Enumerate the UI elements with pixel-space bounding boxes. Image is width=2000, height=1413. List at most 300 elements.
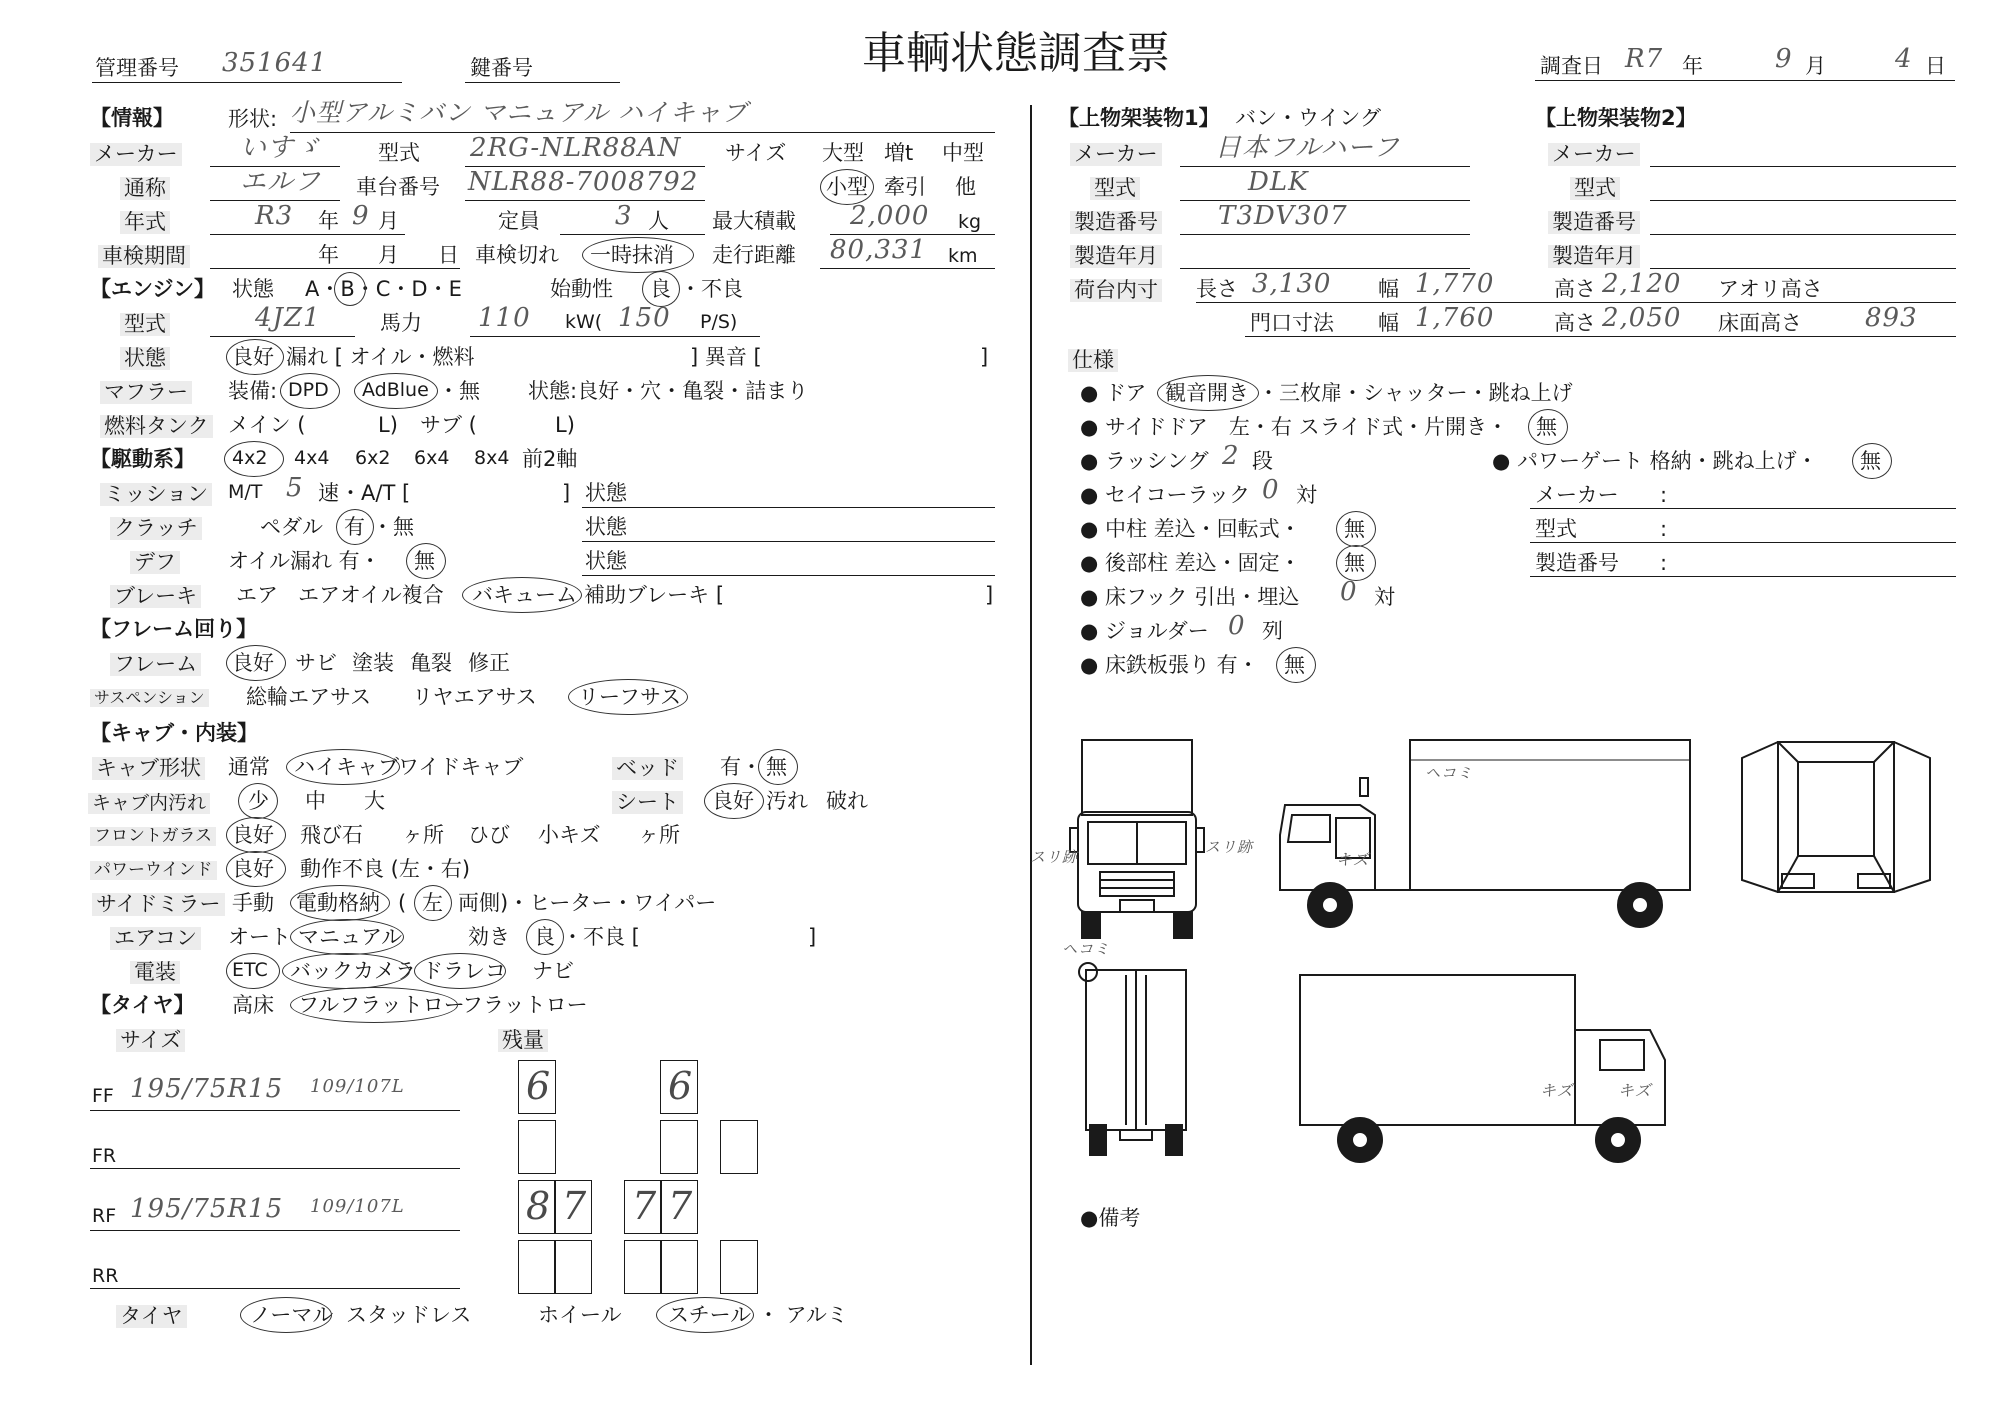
engine-noise[interactable]: ] 異音 [ xyxy=(690,345,762,369)
ff-label: FF xyxy=(92,1085,114,1107)
pg-model-underline[interactable] xyxy=(1530,542,1956,543)
frame-repair[interactable]: 修正 xyxy=(468,651,510,675)
diff-label: デフ xyxy=(130,551,180,574)
spec-jorder: ● ジョルダー xyxy=(1080,619,1209,643)
clutch-pedal: ペダル xyxy=(260,515,323,539)
horsepower-underline xyxy=(470,336,760,337)
fuel-main: メイン ( xyxy=(228,413,306,437)
spec-rear-pillar[interactable]: ● 後部柱 差込・固定・ xyxy=(1080,551,1301,575)
cab-high[interactable]: ハイキャブ xyxy=(294,755,399,779)
elec-etc[interactable]: ETC xyxy=(232,959,268,981)
survey-day[interactable]: 4 xyxy=(1895,44,1913,74)
spec-power-gate-none[interactable]: 無 xyxy=(1860,449,1881,473)
wheel-steel[interactable]: スチール xyxy=(668,1303,752,1327)
temporary-cancellation[interactable]: 一時抹消 xyxy=(590,243,674,267)
common-name-label: 通称 xyxy=(120,177,170,200)
body1-serial-underline xyxy=(1180,234,1470,235)
survey-date-label: 調査日 xyxy=(1540,54,1603,78)
engine-cond-label: 状態 xyxy=(120,347,170,370)
mission-state-underline[interactable] xyxy=(582,507,995,508)
body1-model-label: 型式 xyxy=(1090,177,1140,200)
fr-underline xyxy=(90,1168,460,1169)
body2-model-label: 型式 xyxy=(1570,177,1620,200)
body2-model-underline[interactable] xyxy=(1650,200,1956,201)
height-label: 高さ xyxy=(1554,277,1596,301)
spec-pillar-none[interactable]: 無 xyxy=(1344,517,1365,541)
drive-6x2[interactable]: 6x2 xyxy=(355,447,391,469)
spec-side-door[interactable]: ● サイドドア 左・右 スライド式・片開き・ xyxy=(1080,415,1508,439)
glass-scratch[interactable]: 小キズ xyxy=(538,823,601,847)
spec-door-label: ● ドア xyxy=(1080,381,1147,405)
mission-at[interactable]: ・A/T [ xyxy=(340,481,411,505)
mirror-paren: ( xyxy=(398,891,407,915)
seat-tear[interactable]: 破れ xyxy=(826,789,868,813)
size-other[interactable]: 他 xyxy=(955,175,976,199)
mileage-underline xyxy=(820,268,995,269)
body1-date-label: 製造年月 xyxy=(1070,245,1162,268)
dirt-small-circle xyxy=(238,783,278,819)
ac-effect-close: ] xyxy=(808,925,817,949)
spec-pillar[interactable]: ● 中柱 差込・回転式・ xyxy=(1080,517,1301,541)
front-glass-label: フロントガラス xyxy=(90,827,216,846)
wheel-steel-circle xyxy=(656,1297,754,1333)
tire-high-floor[interactable]: 高床 xyxy=(232,993,274,1017)
kw-value[interactable]: 110 xyxy=(478,303,531,333)
mileage-label: 走行距離 xyxy=(712,243,796,267)
seat-good-circle xyxy=(704,783,764,819)
drive-6x4[interactable]: 6x4 xyxy=(414,447,450,469)
frame-good[interactable]: 良好 xyxy=(232,651,274,675)
body1-section-title: 【上物架装物1】 xyxy=(1058,106,1220,130)
rf-underline xyxy=(90,1230,460,1231)
spec-power-gate[interactable]: ● パワーゲート 格納・跳ね上げ・ xyxy=(1492,449,1818,473)
seat-good[interactable]: 良好 xyxy=(712,789,754,813)
kw-unit: kW( xyxy=(565,311,603,333)
front-right-scrape-note: スリ跡 xyxy=(1205,838,1254,856)
brake-label: ブレーキ xyxy=(110,585,201,608)
year-value[interactable]: R3 xyxy=(255,201,294,231)
mirror-electric-circle xyxy=(290,885,390,921)
tire-normal-circle xyxy=(240,1297,332,1333)
wheel-alu[interactable]: ・ アルミ xyxy=(758,1303,848,1327)
key-number-underline[interactable] xyxy=(465,82,620,83)
tire-box-rr-4[interactable] xyxy=(660,1240,698,1294)
brake-aux[interactable]: 補助ブレーキ [ xyxy=(584,583,725,607)
right-cab-scratch-note: キズ xyxy=(1618,1081,1652,1100)
chassis-label: 車台番号 xyxy=(356,175,440,199)
suspension-label: サスペンション xyxy=(90,689,209,707)
inspection-day-unit: 日 xyxy=(438,243,459,267)
brake-vacuum-circle xyxy=(462,577,582,613)
susp-leaf[interactable]: リーフサス xyxy=(578,685,682,709)
ac-effect-label: 効き xyxy=(468,925,510,949)
model-value[interactable]: 2RG-NLR88AN xyxy=(470,133,682,163)
engine-section-title: 【エンジン】 xyxy=(90,277,215,301)
mirror-left[interactable]: 左 xyxy=(422,891,443,915)
drive-4x4[interactable]: 4x4 xyxy=(294,447,330,469)
spec-rear-pillar-none[interactable]: 無 xyxy=(1344,551,1365,575)
body1-serial-value[interactable]: T3DV307 xyxy=(1218,201,1348,231)
info-section-title: 【情報】 xyxy=(90,106,174,130)
tire-box-rr-5[interactable] xyxy=(720,1240,758,1294)
body1-type: バン・ウイング xyxy=(1235,106,1381,130)
pw-bad[interactable]: 動作不良 (左・右) xyxy=(300,857,471,881)
mission-mt[interactable]: M/T xyxy=(228,481,263,503)
clutch-state-label: 状態 xyxy=(585,515,627,539)
diff-none[interactable]: 無 xyxy=(414,549,435,573)
fuel-tank-label: 燃料タンク xyxy=(100,415,213,438)
muffler-equip-label: 装備: xyxy=(228,379,278,403)
body-dent-note: ヘコミ xyxy=(1425,764,1474,782)
mission-label: ミッション xyxy=(100,483,212,506)
start-bad[interactable]: ・不良 xyxy=(680,277,743,301)
inspection-month-unit: 月 xyxy=(378,243,399,267)
aori-height-label: アオリ高さ xyxy=(1718,277,1823,301)
tire-size-label: サイズ xyxy=(116,1029,185,1052)
common-name-value[interactable]: エルフ xyxy=(240,167,322,197)
dirt-mid[interactable]: 中 xyxy=(305,789,326,813)
ac-manual[interactable]: マニュアル xyxy=(298,925,403,949)
elec-dashcam[interactable]: ドラレコ xyxy=(422,959,506,983)
tire-section-title: 【タイヤ】 xyxy=(90,993,195,1017)
cab-normal[interactable]: 通常 xyxy=(228,755,270,779)
aircon-label: エアコン xyxy=(110,927,201,950)
rr-underline xyxy=(90,1288,460,1289)
chassis-value[interactable]: NLR88-7008792 xyxy=(468,167,699,197)
truck-side-view-left xyxy=(1280,740,1690,927)
drive-8x4[interactable]: 8x4 xyxy=(474,447,510,469)
survey-year-unit: 年 xyxy=(1682,54,1703,78)
maker-value[interactable]: いすゞ xyxy=(240,133,322,163)
cab-section-title: 【キャブ・内装】 xyxy=(90,721,258,745)
survey-month-unit: 月 xyxy=(1805,54,1826,78)
size-label: サイズ xyxy=(725,141,787,165)
engine-type-label: 型式 xyxy=(120,313,170,336)
brake-air-oil[interactable]: エアオイル複合 xyxy=(298,583,444,607)
inspection-underline xyxy=(210,268,460,269)
spec-side-none[interactable]: 無 xyxy=(1536,415,1557,439)
mission-state-label: 状態 xyxy=(585,481,627,505)
rear-scratch-note: キズ xyxy=(1540,1081,1574,1100)
capacity-value[interactable]: 3 xyxy=(615,201,633,231)
clutch-yes[interactable]: 有 xyxy=(344,515,365,539)
glass-scratch-spots: ヶ所 xyxy=(638,823,680,847)
frame-rust[interactable]: サビ xyxy=(295,651,337,675)
tire-box-rr-2[interactable] xyxy=(554,1240,592,1294)
door-dims-underline xyxy=(1245,336,1956,337)
front-left-scrape-note: スリ跡 xyxy=(1030,848,1079,866)
drive-section-title: 【駆動系】 xyxy=(90,447,195,471)
spec-floor-hook-value[interactable]: 0 xyxy=(1340,577,1358,607)
glass-chip-spots: ヶ所 xyxy=(402,823,444,847)
ff-index[interactable]: 109/107L xyxy=(310,1076,405,1097)
dirt-large[interactable]: 大 xyxy=(364,789,385,813)
shape-value[interactable]: 小型アルミバン マニュアル ハイキャブ xyxy=(290,98,748,127)
frame-section-title: 【フレーム回り】 xyxy=(90,617,258,641)
tire-normal[interactable]: ノーマル xyxy=(250,1303,334,1327)
ac-effect-circle xyxy=(526,919,564,955)
tire-type-label: タイヤ xyxy=(116,1305,187,1328)
mgmt-number-value[interactable]: 351641 xyxy=(222,48,328,78)
spec-door-kannon[interactable]: 観音開き xyxy=(1165,381,1249,405)
tire-ff-left-value: 6 xyxy=(526,1064,551,1108)
body1-serial-label: 製造番号 xyxy=(1070,211,1162,234)
mileage-value[interactable]: 80,331 xyxy=(830,235,927,265)
width-label: 幅 xyxy=(1378,277,1399,301)
door-kannon-circle xyxy=(1157,375,1259,411)
glass-chip[interactable]: 飛び石 xyxy=(300,823,363,847)
cab-scratch-note: キズ xyxy=(1336,850,1370,869)
size-large[interactable]: 大型 xyxy=(822,141,864,165)
tire-full-flat-low[interactable]: フルフラットロー xyxy=(298,993,465,1017)
tire-box-rr-1[interactable] xyxy=(518,1240,556,1294)
size-mid[interactable]: 中型 xyxy=(942,141,984,165)
glass-good[interactable]: 良好 xyxy=(232,823,274,847)
size-tow[interactable]: 牽引 xyxy=(884,175,926,199)
pg-serial-colon: : xyxy=(1660,551,1668,575)
spec-seiko-value[interactable]: 0 xyxy=(1262,475,1280,505)
body1-maker-value[interactable]: 日本フルハーフ xyxy=(1215,133,1400,163)
floor-height-value[interactable]: 893 xyxy=(1865,303,1918,333)
capacity-unit: 人 xyxy=(648,209,669,233)
key-number-label: 鍵番号 xyxy=(470,56,533,80)
muffler-none[interactable]: ・無 xyxy=(438,379,480,403)
brake-air[interactable]: エア xyxy=(236,583,278,607)
mirror-rest[interactable]: 両側)・ヒーター・ワイパー xyxy=(458,891,717,915)
year-label: 年式 xyxy=(120,211,170,234)
body1-model-value[interactable]: DLK xyxy=(1248,167,1309,197)
engine-leak-options[interactable]: 漏れ [ オイル・燃料 xyxy=(286,345,475,369)
survey-month[interactable]: 9 xyxy=(1775,44,1793,74)
ac-effect-good[interactable]: 良 xyxy=(534,925,555,949)
spec-floor-plate-none[interactable]: 無 xyxy=(1284,653,1305,677)
frame-paint[interactable]: 塗装 xyxy=(352,651,394,675)
spec-seiko: ● セイコーラック xyxy=(1080,483,1251,507)
susp-air-rear[interactable]: リヤエアサス xyxy=(412,685,537,709)
diff-none-circle xyxy=(406,543,446,579)
size-small-circle xyxy=(820,169,874,205)
body1-maker-label: メーカー xyxy=(1070,143,1162,166)
year-underline xyxy=(210,234,405,235)
page-title: 車輌状態調査票 xyxy=(862,28,1170,79)
diff-oil-leak[interactable]: オイル漏れ 有・ xyxy=(228,549,381,573)
tire-rf-4-value: 7 xyxy=(668,1184,693,1228)
inspection-year-unit: 年 xyxy=(318,243,339,267)
tire-rf-1-value: 8 xyxy=(526,1184,551,1228)
start-label: 始動性 xyxy=(550,277,613,301)
ac-effect-bad[interactable]: ・不良 [ xyxy=(562,925,640,949)
truck-front-view xyxy=(1070,740,1204,938)
bed-no[interactable]: 無 xyxy=(766,755,787,779)
tire-rf-3-value: 7 xyxy=(632,1184,657,1228)
ac-auto[interactable]: オート xyxy=(228,925,291,949)
size-mid-t[interactable]: 増t xyxy=(884,141,914,165)
side-mirror-label: サイドミラー xyxy=(92,893,225,916)
muffler-state[interactable]: 状態:良好・穴・亀裂・詰まり xyxy=(528,379,809,403)
engine-noise-close: ] xyxy=(980,345,989,369)
rf-label: RF xyxy=(92,1205,117,1227)
mission-speed-unit: 速 xyxy=(318,481,339,505)
glass-crack[interactable]: ひび xyxy=(468,823,510,847)
elec-navi[interactable]: ナビ xyxy=(532,959,574,983)
plate-none-circle xyxy=(1276,647,1316,683)
body2-serial-underline[interactable] xyxy=(1650,234,1956,235)
maker-label: メーカー xyxy=(90,143,182,166)
frame-crack[interactable]: 亀裂 xyxy=(410,651,452,675)
clutch-no[interactable]: ・無 xyxy=(372,515,414,539)
electric-label: 電装 xyxy=(130,961,180,984)
clutch-label: クラッチ xyxy=(110,517,202,540)
glass-good-circle xyxy=(226,817,286,853)
drive-4x2[interactable]: 4x2 xyxy=(232,447,268,469)
drive-4x2-circle xyxy=(224,441,284,477)
remarks-label: ●備考 xyxy=(1080,1206,1141,1230)
etc-circle xyxy=(226,953,280,989)
engine-type-underline xyxy=(210,336,355,337)
body1-maker-underline xyxy=(1180,166,1470,167)
drive-front-2axle[interactable]: 前2軸 xyxy=(522,447,578,471)
tire-box-fr-3[interactable] xyxy=(720,1120,758,1174)
length-label: 長さ xyxy=(1196,277,1238,301)
height-value[interactable]: 2,120 xyxy=(1602,269,1682,299)
max-load-label: 最大積載 xyxy=(712,209,796,233)
inspection-period-label: 車検期間 xyxy=(98,245,190,268)
cab-wide[interactable]: ワイドキャブ xyxy=(398,755,524,779)
tire-box-fr-2[interactable] xyxy=(660,1120,698,1174)
diff-state-underline[interactable] xyxy=(582,575,995,576)
pg-maker-underline[interactable] xyxy=(1530,508,1956,509)
survey-date-era[interactable]: R7 xyxy=(1625,44,1664,74)
door-height-value[interactable]: 2,050 xyxy=(1602,303,1682,333)
floor-height-label: 床面高さ xyxy=(1718,311,1802,335)
door-height-label: 高さ xyxy=(1554,311,1596,335)
tire-ff-right-value: 6 xyxy=(668,1064,693,1108)
diff-state-label: 状態 xyxy=(585,549,627,573)
year-month-value[interactable]: 9 xyxy=(352,201,370,231)
mileage-unit: km xyxy=(948,245,978,267)
tire-studless[interactable]: スタッドレス xyxy=(346,1303,472,1327)
inspection-expired[interactable]: 車検切れ xyxy=(475,243,559,267)
tire-remain-label: 残量 xyxy=(498,1029,548,1052)
tire-box-fr-1[interactable] xyxy=(518,1120,556,1174)
engine-state-label: 状態 xyxy=(232,277,274,301)
body2-date-label: 製造年月 xyxy=(1548,245,1640,268)
engine-type-value[interactable]: 4JZ1 xyxy=(255,303,321,333)
pg-model-label: 型式 xyxy=(1535,517,1577,541)
clutch-state-underline[interactable] xyxy=(582,541,995,542)
start-good[interactable]: 良 xyxy=(650,277,671,301)
mgmt-number-underline xyxy=(92,82,402,83)
fuel-sub-unit: L) xyxy=(555,413,575,437)
body2-maker-underline[interactable] xyxy=(1650,166,1956,167)
leaf-circle xyxy=(568,679,688,715)
fuel-sub: サブ ( xyxy=(420,413,477,437)
spec-lashing: ● ラッシング xyxy=(1080,449,1209,473)
seat-label: シート xyxy=(612,791,683,814)
size-small[interactable]: 小型 xyxy=(826,175,868,199)
cab-shape-label: キャブ形状 xyxy=(92,757,205,780)
spec-jorder-value[interactable]: 0 xyxy=(1228,611,1246,641)
spec-seiko-unit: 対 xyxy=(1296,483,1317,507)
body2-section-title: 【上物架装物2】 xyxy=(1535,106,1697,130)
body2-date-underline[interactable] xyxy=(1650,268,1956,269)
brake-vacuum[interactable]: バキューム xyxy=(472,583,577,607)
fr-label: FR xyxy=(92,1145,117,1167)
length-value[interactable]: 3,130 xyxy=(1252,269,1332,299)
ps-value[interactable]: 150 xyxy=(618,303,671,333)
pg-maker-colon: : xyxy=(1660,483,1668,507)
horsepower-label: 馬力 xyxy=(380,311,422,335)
brake-aux-close: ] xyxy=(985,583,994,607)
max-load-unit: kg xyxy=(958,211,982,233)
frame-label: フレーム xyxy=(110,653,201,676)
susp-air-all[interactable]: 総輪エアサス xyxy=(246,685,372,709)
mirror-manual[interactable]: 手動 xyxy=(232,891,274,915)
muffler-adblue[interactable]: AdBlue xyxy=(362,379,429,401)
bed-yes[interactable]: 有・ xyxy=(720,755,762,779)
max-load-value[interactable]: 2,000 xyxy=(850,201,930,231)
pg-none-circle xyxy=(1852,443,1892,479)
spec-floor-plate[interactable]: ● 床鉄板張り 有・ xyxy=(1080,653,1259,677)
cab-dirt-label: キャブ内汚れ xyxy=(88,793,210,814)
truck-rear-view-open xyxy=(1742,742,1930,892)
survey-date-underline xyxy=(1535,80,1955,81)
dpd-circle xyxy=(280,373,340,409)
pw-good[interactable]: 良好 xyxy=(232,857,274,881)
temp-cancel-circle xyxy=(582,237,694,273)
elec-backcam[interactable]: バックカメラ xyxy=(290,959,416,983)
ac-manual-circle xyxy=(290,919,404,955)
muffler-dpd[interactable]: DPD xyxy=(288,379,329,401)
spec-lashing-value[interactable]: 2 xyxy=(1222,441,1240,471)
pw-good-circle xyxy=(226,851,286,887)
fuel-main-unit: L) xyxy=(378,413,398,437)
rear-pillar-none-circle xyxy=(1336,545,1376,581)
frame-good-circle xyxy=(226,645,286,681)
spec-jorder-unit: 列 xyxy=(1262,619,1283,643)
width-value[interactable]: 1,770 xyxy=(1415,269,1495,299)
spec-door-rest[interactable]: ・三枚扉・シャッター・跳ね上げ xyxy=(1258,381,1573,405)
mirror-electric[interactable]: 電動格納 xyxy=(296,891,380,915)
tire-box-rr-3[interactable] xyxy=(624,1240,662,1294)
pg-serial-underline[interactable] xyxy=(1530,576,1956,577)
seat-dirt[interactable]: 汚れ xyxy=(766,789,808,813)
backcam-circle xyxy=(282,953,410,989)
model-label: 型式 xyxy=(378,141,420,165)
tire-flat-low[interactable]: フラットロー xyxy=(462,993,588,1017)
bed-dims-label: 荷台内寸 xyxy=(1070,279,1162,302)
rf-index[interactable]: 109/107L xyxy=(310,1196,405,1217)
rf-size[interactable]: 195/75R15 xyxy=(130,1194,284,1224)
side-none-circle xyxy=(1528,409,1568,445)
spec-floor-hook[interactable]: ● 床フック 引出・埋込 xyxy=(1080,585,1300,609)
grade-b-circle xyxy=(334,272,366,306)
truck-diagram xyxy=(1030,730,1970,1170)
start-good-circle xyxy=(642,271,680,307)
rear-dent-note: ヘコミ xyxy=(1062,940,1111,958)
mission-speed[interactable]: 5 xyxy=(286,473,304,503)
spec-floor-hook-unit: 対 xyxy=(1374,585,1395,609)
ff-size[interactable]: 195/75R15 xyxy=(130,1074,284,1104)
bed-label: ベッド xyxy=(612,757,683,780)
pg-serial-label: 製造番号 xyxy=(1535,551,1619,575)
full-flat-circle xyxy=(290,987,458,1023)
door-width-value[interactable]: 1,760 xyxy=(1415,303,1495,333)
engine-grades[interactable]: A・B・C・D・E xyxy=(305,277,462,301)
wheel-label: ホイール xyxy=(538,1303,622,1327)
engine-cond-good[interactable]: 良好 xyxy=(232,345,274,369)
dirt-small[interactable]: 少 xyxy=(248,789,269,813)
